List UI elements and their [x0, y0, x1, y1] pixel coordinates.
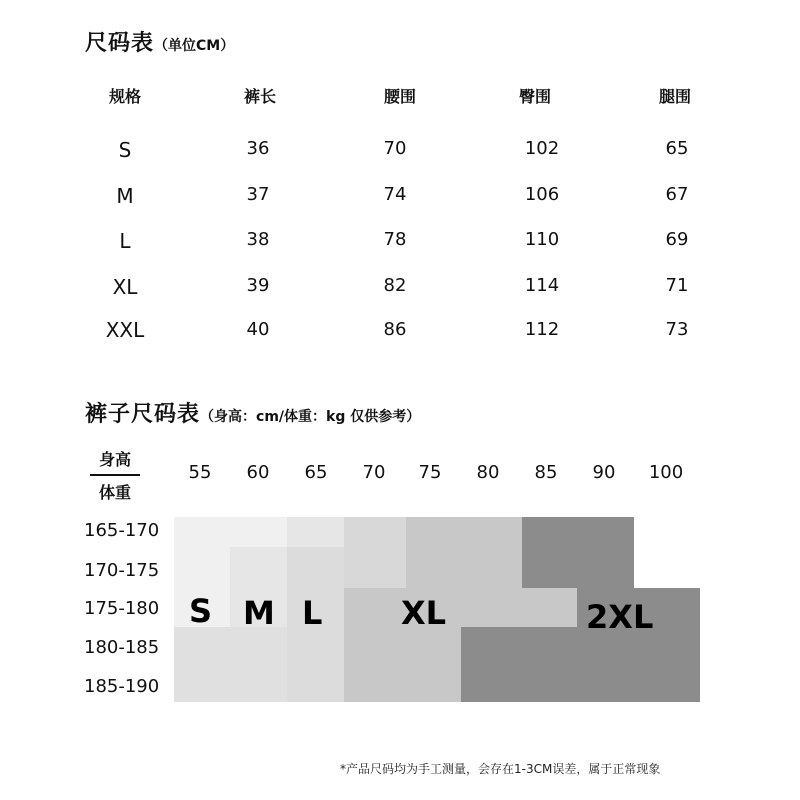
- table-cell: 71: [665, 275, 689, 296]
- weight-header: 60: [246, 462, 270, 483]
- table-cell: 36: [246, 138, 270, 159]
- size-block-xl-upper: [406, 517, 522, 588]
- height-row-label: 170-175: [84, 560, 160, 581]
- weight-header: 100: [648, 462, 684, 483]
- pants-size-table-unit: （身高：cm/体重：kg 仅供参考）: [200, 409, 421, 425]
- weight-header: 80: [476, 462, 500, 483]
- header-hip: 臀围: [518, 87, 551, 106]
- size-block-xl-upper-left: [344, 517, 406, 588]
- height-row-label: 165-170: [84, 520, 160, 541]
- table-row-size: M: [116, 184, 134, 208]
- corner-height-label: 身高: [98, 450, 131, 469]
- table-cell: 73: [665, 319, 689, 340]
- size-label-l: L: [302, 594, 323, 632]
- size-block-lower-xl: [344, 627, 461, 702]
- table-cell: 74: [383, 184, 407, 205]
- weight-header: 55: [188, 462, 212, 483]
- measurement-footnote: *产品尺码均为手工测量，会存在1-3CM误差，属于正常现象: [340, 762, 661, 776]
- table-cell: 82: [383, 275, 407, 296]
- size-label-2xl: 2XL: [586, 598, 654, 636]
- size-label-m: M: [243, 594, 275, 632]
- size-block-lower-light: [174, 627, 287, 702]
- weight-header: 75: [418, 462, 442, 483]
- table-row-size: S: [118, 138, 132, 162]
- table-cell: 40: [246, 319, 270, 340]
- table-cell: 102: [524, 138, 560, 159]
- table-cell: 106: [524, 184, 560, 205]
- table-cell: 86: [383, 319, 407, 340]
- table-cell: 114: [524, 275, 560, 296]
- height-row-label: 180-185: [84, 637, 160, 658]
- table-row-size: XL: [112, 275, 138, 299]
- weight-header: 90: [592, 462, 616, 483]
- size-block-m-top: [174, 517, 287, 547]
- height-row-label: 185-190: [84, 676, 160, 697]
- size-block-lower-2xl: [461, 627, 700, 702]
- table-cell: 39: [246, 275, 270, 296]
- table-cell: 37: [246, 184, 270, 205]
- table-cell: 110: [524, 229, 560, 250]
- size-block-l: [287, 547, 344, 588]
- table-cell: 65: [665, 138, 689, 159]
- table-cell: 67: [665, 184, 689, 205]
- table-cell: 69: [665, 229, 689, 250]
- size-block-xl-mid: [344, 588, 577, 627]
- table-row-size: XXL: [105, 318, 145, 342]
- height-row-label: 175-180: [84, 598, 160, 619]
- table-cell: 70: [383, 138, 407, 159]
- corner-divider: [90, 474, 140, 476]
- weight-header: 65: [304, 462, 328, 483]
- table-row-size: L: [119, 229, 131, 253]
- size-table-unit: （单位CM）: [154, 38, 235, 54]
- size-block-2xl-upper: [522, 517, 634, 588]
- weight-header: 70: [362, 462, 386, 483]
- header-thigh: 腿围: [658, 87, 691, 106]
- size-label-s: S: [189, 592, 213, 630]
- weight-header: 85: [534, 462, 558, 483]
- header-spec: 规格: [108, 87, 141, 106]
- size-label-xl: XL: [401, 594, 447, 632]
- table-cell: 78: [383, 229, 407, 250]
- header-length: 裤长: [243, 87, 276, 106]
- table-cell: 112: [524, 319, 560, 340]
- size-table-title: 尺码表（单位CM）: [85, 31, 235, 56]
- table-cell: 38: [246, 229, 270, 250]
- size-block-lower-l: [287, 627, 344, 702]
- pants-size-table-title: 裤子尺码表（身高：cm/体重：kg 仅供参考）: [85, 402, 421, 427]
- size-block-l-top: [287, 517, 344, 547]
- corner-weight-label: 体重: [98, 483, 131, 502]
- header-waist: 腰围: [383, 87, 416, 106]
